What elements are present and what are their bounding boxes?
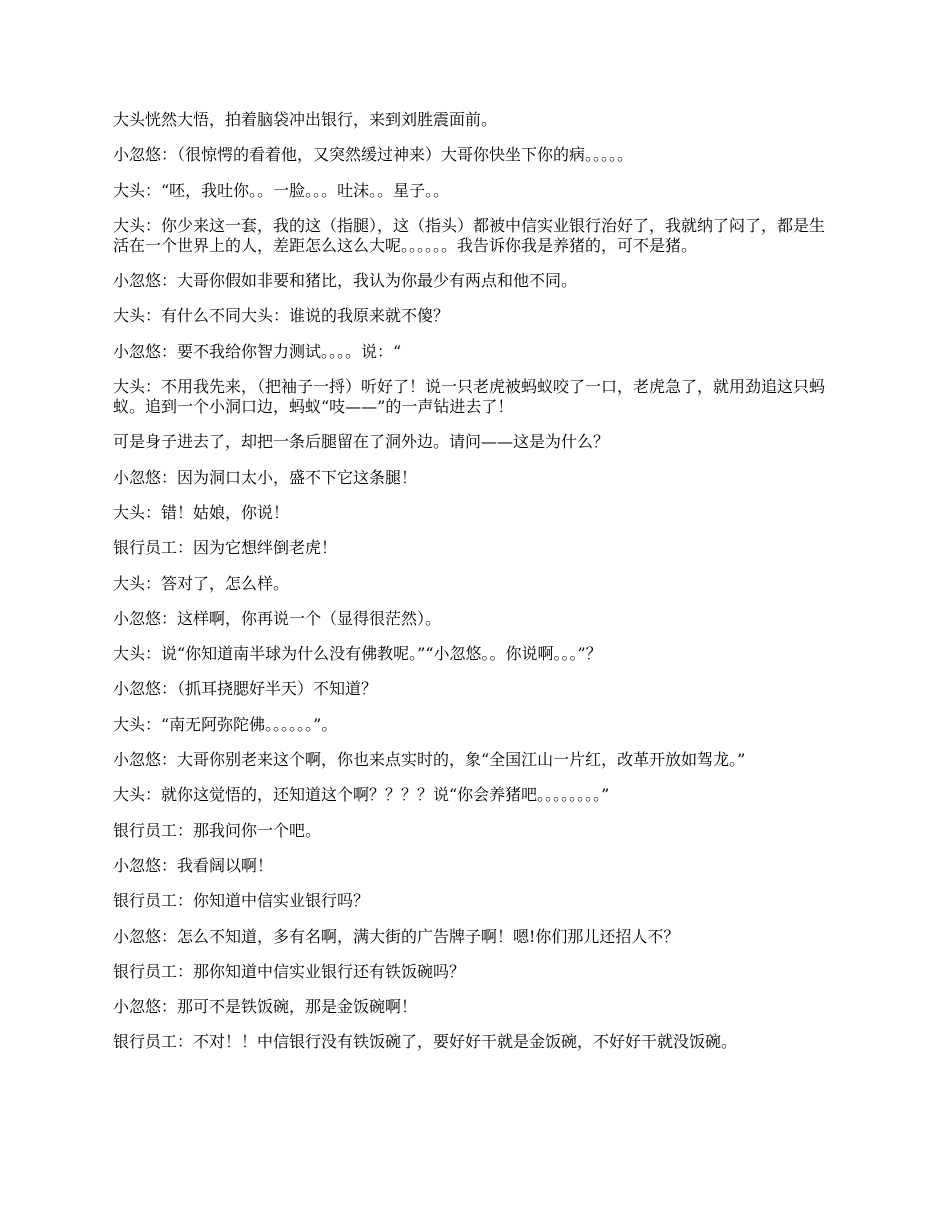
paragraph: 小忽悠：大哥你别老来这个啊，你也来点实时的，象“全国江山一片红，改革开放如驾龙。”	[113, 750, 746, 770]
paragraph: 小忽悠：这样啊，你再说一个（显得很茫然）。	[113, 608, 442, 628]
paragraph: 小忽悠：要不我给你智力测试。。。。说：“	[113, 341, 402, 361]
paragraph: 小忽悠：（很惊愕的看着他，又突然缓过神来）大哥你快坐下你的病。。。。。	[113, 145, 634, 165]
paragraph: 大头：你少来这一套，我的这（指腿），这（指头）都被中信实业银行治好了，我就纳了闷了，都是生活在一个世界上的人，差距怎么这么大呢。。。。。。我告诉你我是养猪的，可不是猪。	[113, 215, 826, 255]
paragraph: 大头：说“你知道南半球为什么没有佛教呢。”“小忽悠。。你说啊。。。”？	[113, 644, 602, 664]
paragraph: 小忽悠：怎么不知道，多有名啊，满大街的广告牌子啊！嗯!你们那儿还招人不？	[113, 926, 680, 946]
paragraph: 银行员工：那我问你一个吧。	[113, 820, 322, 840]
paragraph: 大头恍然大悟，拍着脑袋冲出银行，来到刘胜震面前。	[113, 110, 498, 129]
paragraph: 小忽悠：（抓耳挠腮好半天）不知道？	[113, 679, 378, 699]
paragraph: 大头：“呸，我吐你。。一脸。。。吐沫。。星子。。	[113, 180, 450, 200]
document-body	[113, 110, 840, 1068]
paragraph: 小忽悠：我看阔以啊！	[113, 855, 274, 875]
paragraph: 小忽悠：那可不是铁饭碗，那是金饭碗啊！	[113, 997, 418, 1017]
paragraph: 大头：不用我先来，（把袖子一捋）听好了！说一只老虎被蚂蚁咬了一口，老虎急了，就用劲追这只蚂蚁。追到一个小洞口边，蚂蚁“吱——”的一声钻进去了！	[113, 377, 826, 417]
paragraph: 银行员工：那你知道中信实业银行还有铁饭碗吗？	[113, 961, 466, 981]
paragraph: 大头：“南无阿弥陀佛。。。。。。”。	[113, 714, 338, 734]
paragraph: 大头：答对了，怎么样。	[113, 573, 290, 593]
paragraph: 小忽悠：大哥你假如非要和猪比，我认为你最少有两点和他不同。	[113, 271, 578, 291]
paragraph: 可是身子进去了，却把一条后腿留在了洞外边。请问——这是为什么？	[113, 432, 610, 452]
paragraph: 银行员工：不对！！中信银行没有铁饭碗了，要好好干就是金饭碗，不好好干就没饭碗。	[113, 1032, 738, 1052]
paragraph: 大头：就你这觉悟的，还知道这个啊？？？？说“你会养猪吧。。。。。。。。”	[113, 785, 610, 805]
paragraph: 大头：错！姑娘，你说！	[113, 502, 290, 522]
paragraph: 银行员工：因为它想绊倒老虎！	[113, 538, 338, 558]
paragraph: 小忽悠：因为洞口太小，盛不下它这条腿！	[113, 467, 418, 487]
paragraph: 银行员工：你知道中信实业银行吗？	[113, 891, 370, 911]
paragraph: 大头：有什么不同大头：谁说的我原来就不傻？	[113, 306, 450, 326]
